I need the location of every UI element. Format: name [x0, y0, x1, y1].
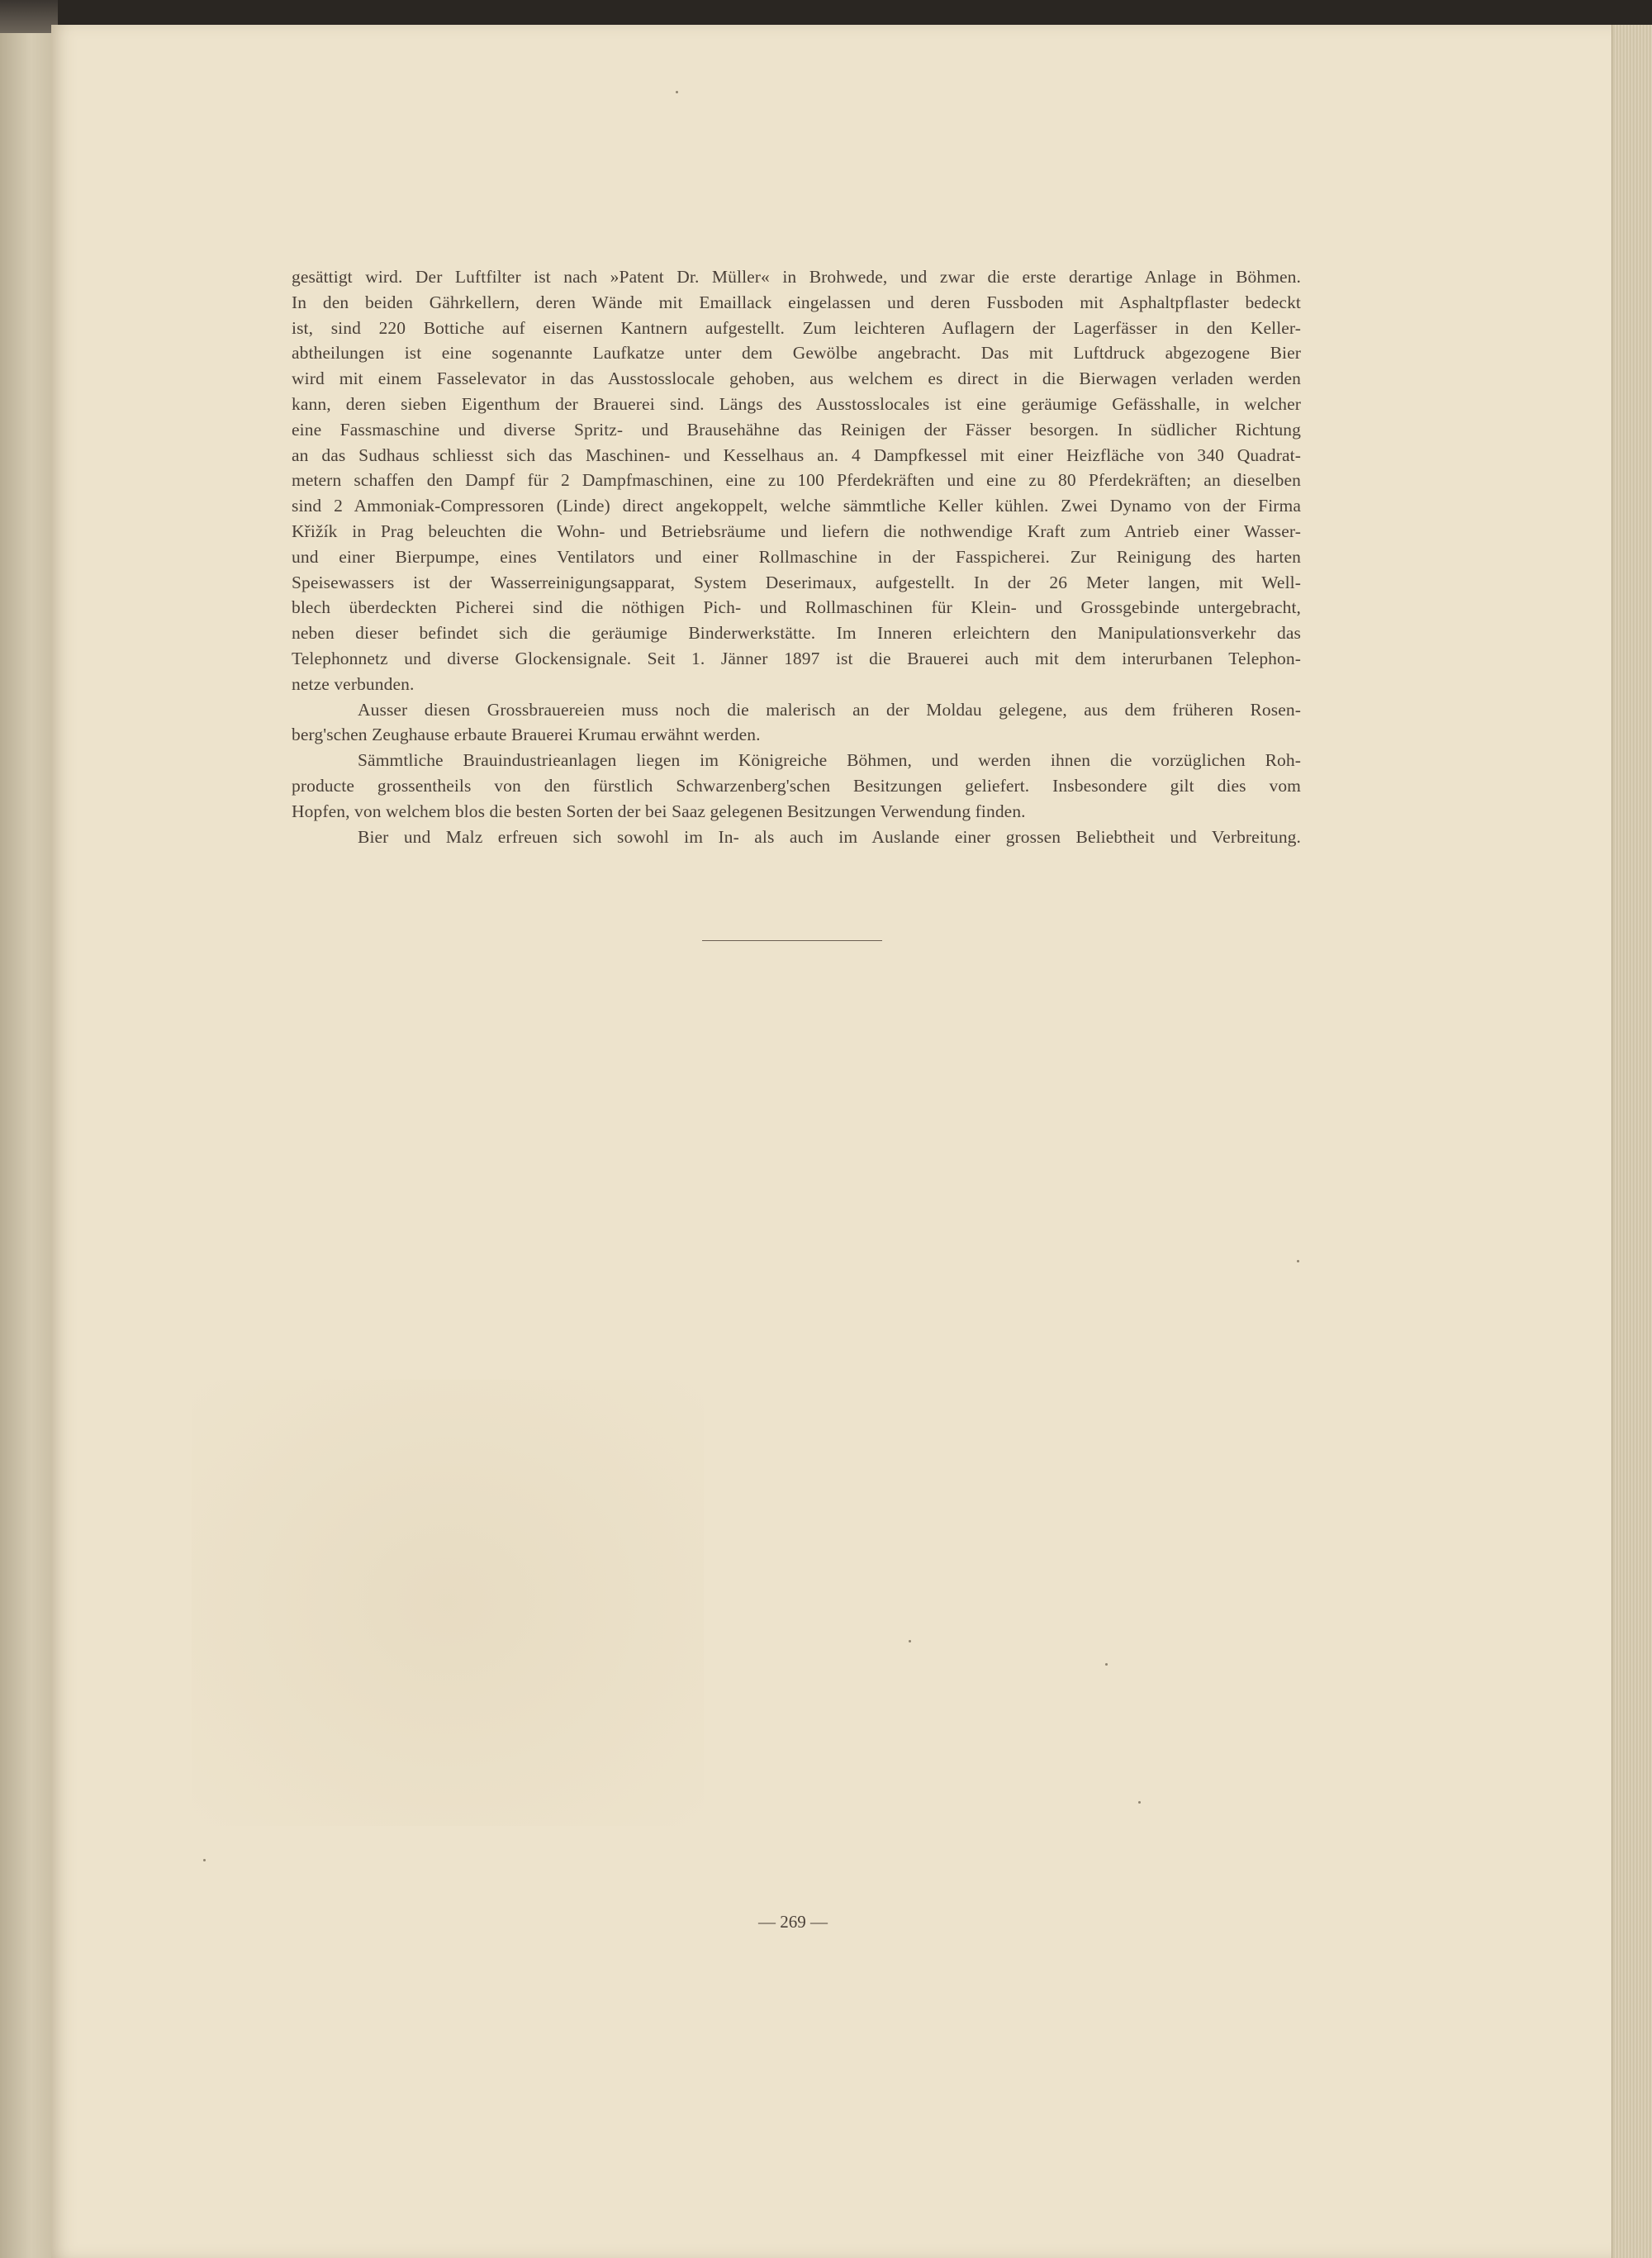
text-line: und einer Bierpumpe, eines Ventilators und einer Rollmaschine in der Fasspicherei. Zur Reinigung des harten — [292, 546, 1301, 567]
text-line: kann, deren sieben Eigenthum der Brauerei sind. Längs des Ausstosslocales ist eine geräumige Gefässhalle, in welcher — [292, 393, 1301, 414]
paper-speck — [1297, 1260, 1299, 1262]
text-line: Sämmtliche Brauindustrieanlagen liegen im Königreiche Böhmen, und werden ihnen die vorzüglichen Roh- — [358, 750, 1301, 771]
text-line: wird mit einem Fasselevator in das Ausstosslocale gehoben, aus welchem es direct in die Bierwagen verladen werden — [292, 368, 1301, 389]
text-line: berg'schen Zeughause erbaute Brauerei Krumau erwähnt werden. — [292, 725, 761, 745]
text-line: ist, sind 220 Bottiche auf eisernen Kantnern aufgestellt. Zum leichteren Auflagern der Lagerfässer in den Keller- — [292, 317, 1301, 338]
text-line: Speisewassers ist der Wasserreinigungsapparat, System Deserimaux, aufgestellt. In der 26 Meter langen, mit Well- — [292, 572, 1301, 592]
text-line: Telephonnetz und diverse Glockensignale. Seit 1. Jänner 1897 ist die Brauerei auch mit dem interurbanen Telephon- — [292, 648, 1301, 668]
page-stack-edges — [1612, 25, 1652, 2258]
text-line: netze verbunden. — [292, 673, 415, 694]
text-line: neben dieser befindet sich die geräumige Binderwerkstätte. Im Inneren erleichtern den Manipulationsverkehr das — [292, 623, 1301, 644]
body-text — [292, 264, 1301, 849]
text-line: sind 2 Ammoniak-Compressoren (Linde) direct angekoppelt, welche sämmtliche Keller kühlen. Zwei Dynamo von der Firma — [292, 496, 1301, 516]
text-line: producte grossentheils von den fürstlich Schwarzenberg'schen Besitzungen geliefert. Insbesondere gilt dies vom — [292, 775, 1301, 796]
text-line: eine Fassmaschine und diverse Spritz- und Brausehähne das Reinigen der Fässer besorgen. In südlicher Richtung — [292, 419, 1301, 440]
text-line: blech überdeckten Picherei sind die nöthigen Pich- und Rollmaschinen für Klein- und Grossgebinde untergebracht, — [292, 597, 1301, 618]
text-line: gesättigt wird. Der Luftfilter ist nach »Patent Dr. Müller« in Brohwede, und zwar die erste derartige Anlage in Böhmen. — [292, 267, 1301, 287]
text-line: Křižík in Prag beleuchten die Wohn- und Betriebsräume und liefern die nothwendige Kraft zum Antrieb einer Wasser- — [292, 521, 1301, 541]
text-line: Bier und Malz erfreuen sich sowohl im In- als auch im Auslande einer grossen Beliebtheit und Verbreitung. — [358, 826, 1301, 847]
text-line: Ausser diesen Grossbrauereien muss noch die malerisch an der Moldau gelegene, aus dem früheren Rosen- — [358, 699, 1301, 720]
paper-stain — [192, 1380, 704, 1826]
text-line: In den beiden Gährkellern, deren Wände mit Emaillack eingelassen und deren Fussboden mit Asphaltpflaster bedeckt — [292, 292, 1301, 312]
section-rule — [702, 940, 882, 941]
text-line: an das Sudhaus schliesst sich das Maschinen- und Kesselhaus an. 4 Dampfkessel mit einer Heizfläche von 340 Quadrat- — [292, 444, 1301, 465]
paper-speck — [203, 1859, 206, 1861]
text-line: metern schaffen den Dampf für 2 Dampfmaschinen, eine zu 100 Pferdekräften und eine zu 80 Pferdekräften; an dieselben — [292, 470, 1301, 491]
paper-speck — [1138, 1801, 1141, 1804]
paper-speck — [676, 91, 678, 93]
page-number: — 269 — — [758, 1912, 828, 1932]
text-line: Hopfen, von welchem blos die besten Sorten der bei Saaz gelegenen Besitzungen Verwendung finden. — [292, 801, 1026, 821]
paper-speck — [1105, 1663, 1108, 1666]
text-line: abtheilungen ist eine sogenannte Laufkatze unter dem Gewölbe angebracht. Das mit Luftdruck abgezogene Bier — [292, 343, 1301, 364]
book-binding — [0, 0, 58, 33]
paper-speck — [909, 1640, 911, 1642]
facing-page-edge — [0, 0, 56, 2258]
